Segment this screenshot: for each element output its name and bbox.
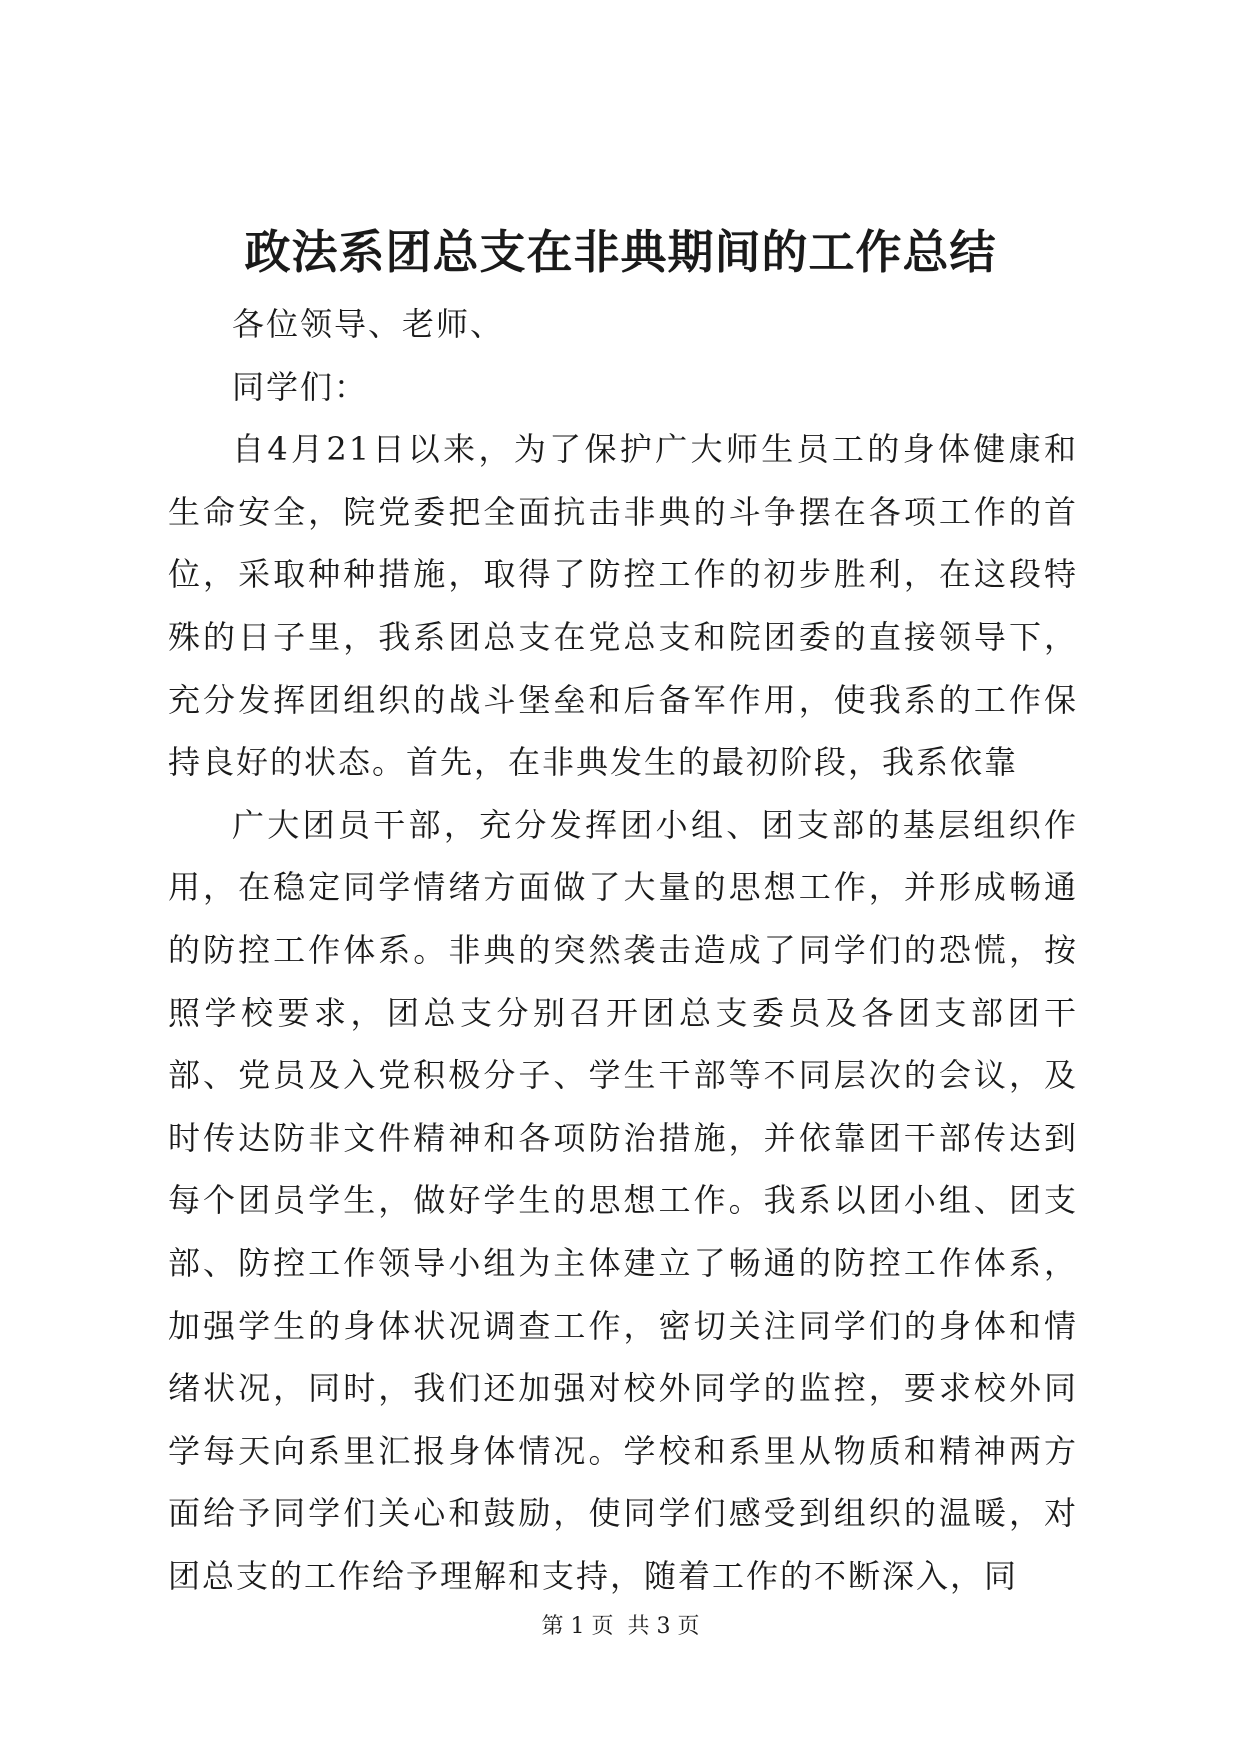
body-paragraph: 自4月21日以来，为了保护广大师生员工的身体健康和生命安全，院党委把全面抗击非典的斗争摆在各项工作的首位，采取种种措施，取得了防控工作的初步胜利，在这段特殊的日子里，我系团总支在党总支和院团委的直接领导下，充分发挥团组织的战斗堡垒和后备军作用，使我系的工作保持良好的状态。首先，在非典发生的最初阶段，我系依靠: [168, 430, 1078, 782]
page-number: 第 1 页 共 3 页: [541, 1614, 700, 1639]
salutation-line-2: 同学们：: [232, 367, 369, 406]
document-title: 政法系团总支在非典期间的工作总结: [244, 225, 997, 279]
salutation-line-1: 各位领导、老师、: [232, 305, 505, 343]
body-paragraph: 广大团员干部，充分发挥团小组、团支部的基层组织作用，在稳定同学情绪方面做了大量的思想工作，并形成畅通的防控工作体系。非典的突然袭击造成了同学们的恐慌，按照学校要求，团总支分别召开团总支委员及各团支部团干部、党员及入党积极分子、学生干部等不同层次的会议，及时传达防非文件精神和各项防治措施，并依靠团干部传达到每个团员学生，做好学生的思想工作。我系以团小组、团支部、防控工作领导小组为主体建立了畅通的防控工作体系，加强学生的身体状况调查工作，密切关注同学们的身体和情绪状况，同时，我们还加强对校外同学的监控，要求校外同学每天向系里汇报身体情况。学校和系里从物质和精神两方面给予同学们关心和鼓励，使同学们感受到组织的温暖，对团总支的工作给予理解和支持，随着工作的不断深入，同: [168, 805, 1078, 1595]
page-footer: [0, 1612, 1241, 1642]
document-body: [168, 293, 1078, 1607]
